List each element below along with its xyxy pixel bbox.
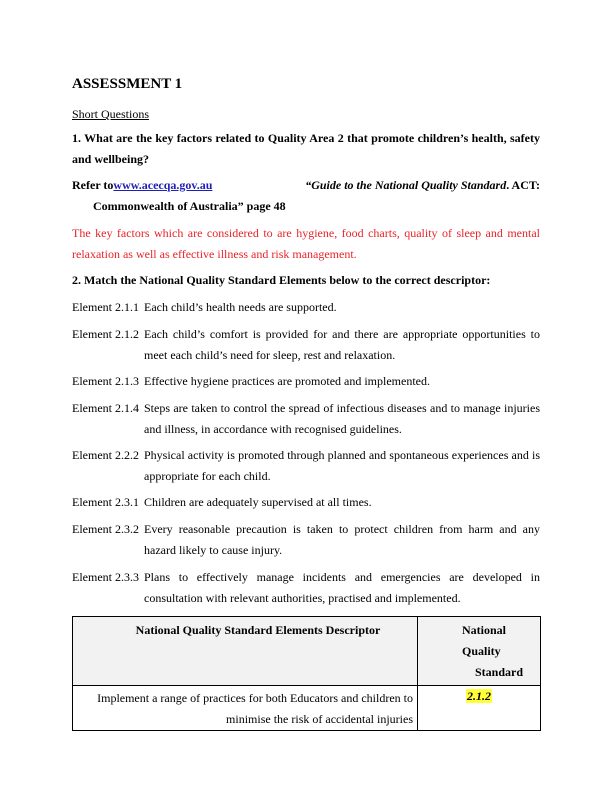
element-number: Element 2.1.4 [72,401,139,415]
row-standard-cell [418,686,541,731]
element-item [72,371,540,392]
question-2: 2. Match the National Quality Standard Elements below to the correct descriptor: [72,273,491,287]
element-description: Steps are taken to control the spread of infectious diseases and to manage injuries and illness, in accordance with recognised guidelines. [144,401,540,436]
element-description: Each child’s comfort is provided for and there are appropriate opportunities to meet each child’s need for sleep, rest and relaxation. [144,327,540,362]
section-subtitle: Short Questions [72,107,150,121]
element-item [72,492,540,513]
matching-table [72,616,541,731]
element-number: Element 2.3.3 [72,570,139,584]
reference-line-2: Commonwealth of Australia” page 48 [93,199,286,213]
element-number: Element 2.3.1 [72,495,139,509]
page-title: ASSESSMENT 1 [72,76,183,92]
element-item [72,398,540,440]
element-item [72,324,540,366]
table-header-row [73,617,541,686]
reference-prefix: Refer to [72,178,114,192]
element-number: Element 2.2.2 [72,448,139,462]
header-descriptor: National Quality Standard Elements Descriptor [73,617,418,686]
acecqa-link[interactable]: www.acecqa.gov.au [113,178,213,192]
question-1: 1. What are the key factors related to Quality Area 2 that promote children’s health, safety and wellbeing? [72,131,540,166]
element-number: Element 2.1.3 [72,374,139,388]
answer-1: The key factors which are considered to are hygiene, food charts, quality of sleep and mental relaxation as well as effective illness and risk management. [72,226,540,261]
element-description: Physical activity is promoted through planned and spontaneous experiences and is appropriate for each child. [144,448,540,483]
element-number: Element 2.1.2 [72,327,139,341]
element-number: Element 2.1.1 [72,300,139,314]
element-item [72,567,540,609]
row-descriptor: Implement a range of practices for both Educators and children to minimise the risk of accidental injuries [73,686,418,731]
element-description: Each child’s health needs are supported. [144,300,337,314]
row-standard-highlight: 2.1.2 [467,689,491,703]
reference-after: . ACT: [506,178,540,192]
element-description: Every reasonable precaution is taken to protect children from harm and any hazard likely to cause injury. [144,522,540,557]
element-description: Children are adequately supervised at all times. [144,495,372,509]
header-standard: National Quality Standard [418,617,541,686]
reference-paragraph [72,175,540,217]
element-description: Effective hygiene practices are promoted and implemented. [144,374,430,388]
element-item [72,519,540,561]
element-item [72,445,540,487]
reference-guide-title: “Guide to the National Quality Standard [305,178,507,192]
element-number: Element 2.3.2 [72,522,139,536]
table-row [73,686,541,731]
element-description: Plans to effectively manage incidents and emergencies are developed in consultation with relevant authorities, practised and implemented. [144,570,540,605]
element-item [72,297,540,318]
